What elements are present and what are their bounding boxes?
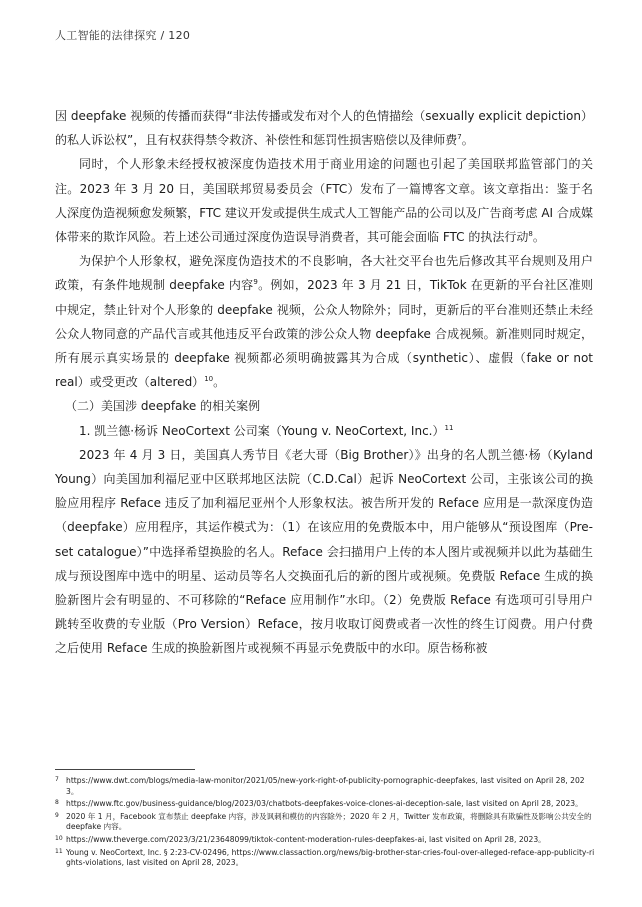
- footnote-ref-10[interactable]: 10: [204, 375, 214, 384]
- footnote-divider: [55, 769, 195, 770]
- page-number: / 120: [160, 29, 191, 42]
- footnote-ref-9[interactable]: 9: [253, 278, 258, 287]
- footnotes: [55, 776, 595, 871]
- paragraph-1: 因 deepfake 视频的传播而获得“非法传播或发布对个人的色情描绘（sexually explicit depiction）的私人诉讼权”，且有权获得禁令救济、补偿性和惩罚性损害赔偿以及律师费$^7$。: [55, 109, 593, 148]
- footnote-ref-8[interactable]: 8: [528, 230, 533, 239]
- footnote-ref-7[interactable]: 7: [457, 133, 462, 142]
- running-header: [55, 27, 190, 43]
- footnote-11: 11 Young v. NeoCortext, Inc. § 2:23-CV-02496, https://www.classaction.org/news/big-brother-star-cries-foul-over-alleged-reface-app-publicity-rights-violations, last visited on April 28, 2023。: [55, 847, 595, 868]
- footnote-ref-11[interactable]: 11: [444, 423, 454, 432]
- footnote-9: 9 2020 年 1 月，Facebook 宣布禁止 deepfake 内容，涉及讽刺和模仿的内容除外；2020 年 2 月，Twitter 发布政策，将删除具有欺骗性及影响公共安全的 deepfake 内容。: [55, 811, 592, 832]
- footnote-10: 10 https://www.theverge.com/2023/3/21/23648099/tiktok-content-moderation-rules-deepfakes-ai, last visited on April 28, 2023。: [55, 834, 546, 844]
- main-text: [55, 104, 593, 661]
- footnote-8: 8 https://www.ftc.gov/business-guidance/blog/2023/03/chatbots-deepfakes-voice-clones-ai-deception-sale, last visited on April 28, 2023。: [55, 799, 583, 809]
- paragraph-2: 同时，个人形象未经授权被深度伪造技术用于商业用途的问题也引起了美国联邦监管部门的关注。2023 年 3 月 20 日，美国联邦贸易委员会（FTC）发布了一篇博客文章。该文章指出：鉴于名人深度伪造视频愈发频繁，FTC 建议开发或提供生成式人工智能产品的公司以及广告商考虑 AI 合成媒体带来的欺诈风险。若上述公司通过深度伪造误导消费者，其可能会面临 FTC 的执法行动$^8$。: [55, 157, 593, 245]
- section-heading: （二）美国涉 deepfake 的相关案例: [65, 399, 261, 414]
- paragraph-4: 2023 年 4 月 3 日，美国真人秀节目《老大哥（Big Brother）》出身的名人凯兰德·杨（Kyland Young）向美国加利福尼亚中区联邦地区法院（C.D.Cal）起诉 NeoCortext 公司，主张该公司的换脸应用程序 Reface 违反了加利福尼亚州个人形象权法。被告所开发的 Reface 应用是一款深度伪造（deepfake）应用程序，其运作模式为：（1）在该应用的免费版本中，用户能够从“预设图库（Pre-set catalogue）”中选择希望换脸的名人。Reface 会扫描用户上传的本人图片或视频并以此为基础生成与预设图库中选中的明星、运动员等名人交换面孔后的新的图片或视频。免费版 Reface 生成的换脸新图片会有明显的、不可移除的“Reface 应用制作”水印。（2）免费版 Reface 有选项可引导用户跳转至收费的专业版（Pro Version）Reface，按月收取订阅费或者一次性的终生订阅费。用户付费之后使用 Reface 生成的换脸新图片或视频不再显示免费版中的水印。原告杨称被: [55, 447, 593, 656]
- case-heading: 1. 凯兰德·杨诉 NeoCortext 公司案（Young v. NeoCortext, Inc.）$^{11}$: [79, 423, 454, 438]
- footnote-7: 7 https://www.dwt.com/blogs/media-law-monitor/2021/05/new-york-right-of-publicity-pornographic-deepfakes, last visited on April 28, 2023。: [55, 776, 585, 796]
- paragraph-3: 为保护个人形象权，避免深度伪造技术的不良影响，各大社交平台也先后修改其平台规则及用户政策，有条件地规制 deepfake 内容$^9$。例如，2023 年 3 月 21 日，TikTok 在更新的平台社区准则中规定，禁止针对个人形象的 deepfake 视频，公众人物除外；同时，更新后的平台准则还禁止未经公众人物同意的产品代言或其他违反平台政策的涉公众人物 deepfake 合成视频。新准则同时规定，所有展示真实场景的 deepfake 视频都必须明确披露其为合成（synthetic）、虚假（fake or not real）或受更改（altered）$^{10}$。: [55, 254, 593, 390]
- book-title: 人工智能的法律探究: [55, 29, 157, 42]
